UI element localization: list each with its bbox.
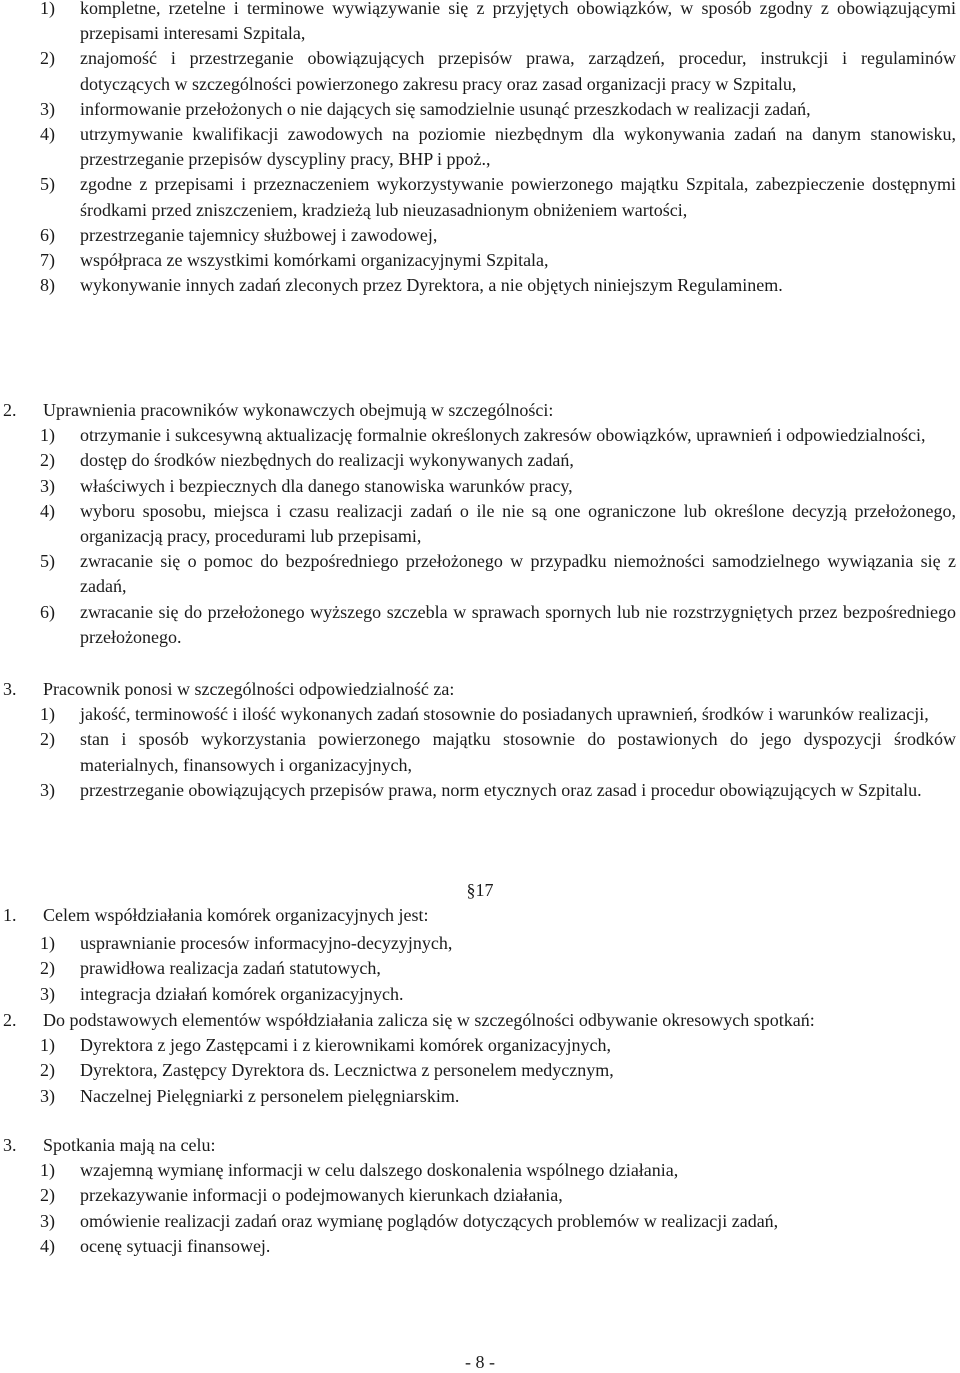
section-title: §17 (466, 880, 494, 900)
list-item: 2) stan i sposób wykorzystania powierzonego majątku stosownie do postawionych do jego dyspozycji środków materialnych, finansowych i organizacyjnych, (40, 729, 956, 775)
list-item: 2) znajomość i przestrzeganie obowiązujących przepisów prawa, zarządzeń, procedur, instrukcji i regulaminów dotyczących w szczególności powierzonego zakresu pracy oraz zasad organizacji pracy w Szpitalu, (40, 48, 956, 94)
list-item: 5) zgodne z przepisami i przeznaczeniem wykorzystywanie powierzonego majątku Szpitala, zabezpieczenie dostępnymi środkami przed zniszczeniem, kradzieżą lub nieuzasadnionym obniżeniem wartości, (40, 174, 956, 220)
point-lead: 2. Uprawnienia pracowników wykonawczych obejmują w szczególności: (3, 400, 554, 420)
list-item: 1) Dyrektora z jego Zastępcami i z kierownikami komórek organizacyjnych, (40, 1035, 611, 1056)
list-item: 3) przestrzeganie obowiązujących przepisów prawa, norm etycznych oraz zasad i procedur obowiązujących w Szpitalu. (40, 779, 922, 800)
section17-point-1 (0, 903, 960, 1007)
list-item: 2) dostęp do środków niezbędnych do realizacji wykonywanych zadań, (40, 450, 574, 471)
list-item: 3) informowanie przełożonych o nie dających się samodzielnie usunąć przeszkodach w realizacji zadań, (40, 98, 811, 119)
list-item: 1) usprawnianie procesów informacyjno-decyzyjnych, (40, 933, 453, 954)
list-item: 2) przekazywanie informacji o podejmowanych kierunkach działania, (40, 1185, 563, 1206)
list-item: 3) integracja działań komórek organizacyjnych. (40, 983, 404, 1004)
point-lead: 3. Spotkania mają na celu: (3, 1135, 216, 1155)
point-2 (0, 398, 960, 650)
list-item: 4) utrzymywanie kwalifikacji zawodowych na poziomie niezbędnym dla wykonywania zadań na danym stanowisku, przestrzeganie przepisów dyscypliny pracy, BHP i ppoż., (40, 124, 956, 170)
point-lead: 2. Do podstawowych elementów współdziałania zalicza się w szczególności odbywanie okresowych spotkań: (3, 1010, 815, 1030)
point-lead: 3. Pracownik ponosi w szczególności odpowiedzialność za: (3, 679, 455, 699)
list-item: 4) ocenę sytuacji finansowej. (40, 1235, 271, 1256)
page-number: - 8 - (465, 1352, 495, 1372)
list-item: 3) Naczelnej Pielęgniarki z personelem pielęgniarskim. (40, 1085, 460, 1106)
duties-list (0, 0, 960, 298)
point-lead: 1. Celem współdziałania komórek organizacyjnych jest: (3, 905, 429, 925)
list-item: 6) przestrzeganie tajemnicy służbowej i zawodowej, (40, 224, 438, 245)
list-item: 8) wykonywanie innych zadań zleconych przez Dyrektora, a nie objętych niniejszym Regulaminem. (40, 275, 783, 296)
list-item: 1) kompletne, rzetelne i terminowe wywiązywanie się z przyjętych obowiązków, w sposób zgodny z obowiązującymi przepisami interesami Szpitala, (40, 0, 956, 44)
section17-point-2 (0, 1008, 960, 1109)
list-item: 1) jakość, terminowość i ilość wykonanych zadań stosownie do posiadanych uprawnień, środków i warunków realizacji, (40, 704, 929, 725)
list-item: 3) właściwych i bezpiecznych dla danego stanowiska warunków pracy, (40, 475, 573, 496)
list-item: 2) prawidłowa realizacja zadań statutowych, (40, 958, 381, 979)
list-item: 7) współpraca ze wszystkimi komórkami organizacyjnymi Szpitala, (40, 250, 549, 271)
list-item: 3) omówienie realizacji zadań oraz wymianę poglądów dotyczących problemów w realizacji zadań, (40, 1210, 779, 1231)
section17-point-3 (0, 1133, 960, 1259)
point-3 (0, 677, 960, 803)
list-item: 2) Dyrektora, Zastępcy Dyrektora ds. Lecznictwa z personelem medycznym, (40, 1060, 614, 1081)
list-item: 1) wzajemną wymianę informacji w celu dalszego doskonalenia wspólnego działania, (40, 1160, 679, 1181)
list-item: 4) wyboru sposobu, miejsca i czasu realizacji zadań o ile nie są one ograniczone lub określone decyzją przełożonego, organizacją pracy, procedurami lub przepisami, (40, 500, 956, 547)
list-item: 5) zwracanie się o pomoc do bezpośredniego przełożonego w przypadku niemożności samodzielnego wywiązania się z zadań, (40, 551, 956, 597)
list-item: 6) zwracanie się do przełożonego wyższego szczebla w sprawach spornych lub nie rozstrzygniętych przez bezpośredniego przełożonego. (40, 601, 956, 647)
list-item: 1) otrzymanie i sukcesywną aktualizację formalnie określonych zakresów obowiązków, uprawnień i odpowiedzialności, (40, 425, 926, 446)
